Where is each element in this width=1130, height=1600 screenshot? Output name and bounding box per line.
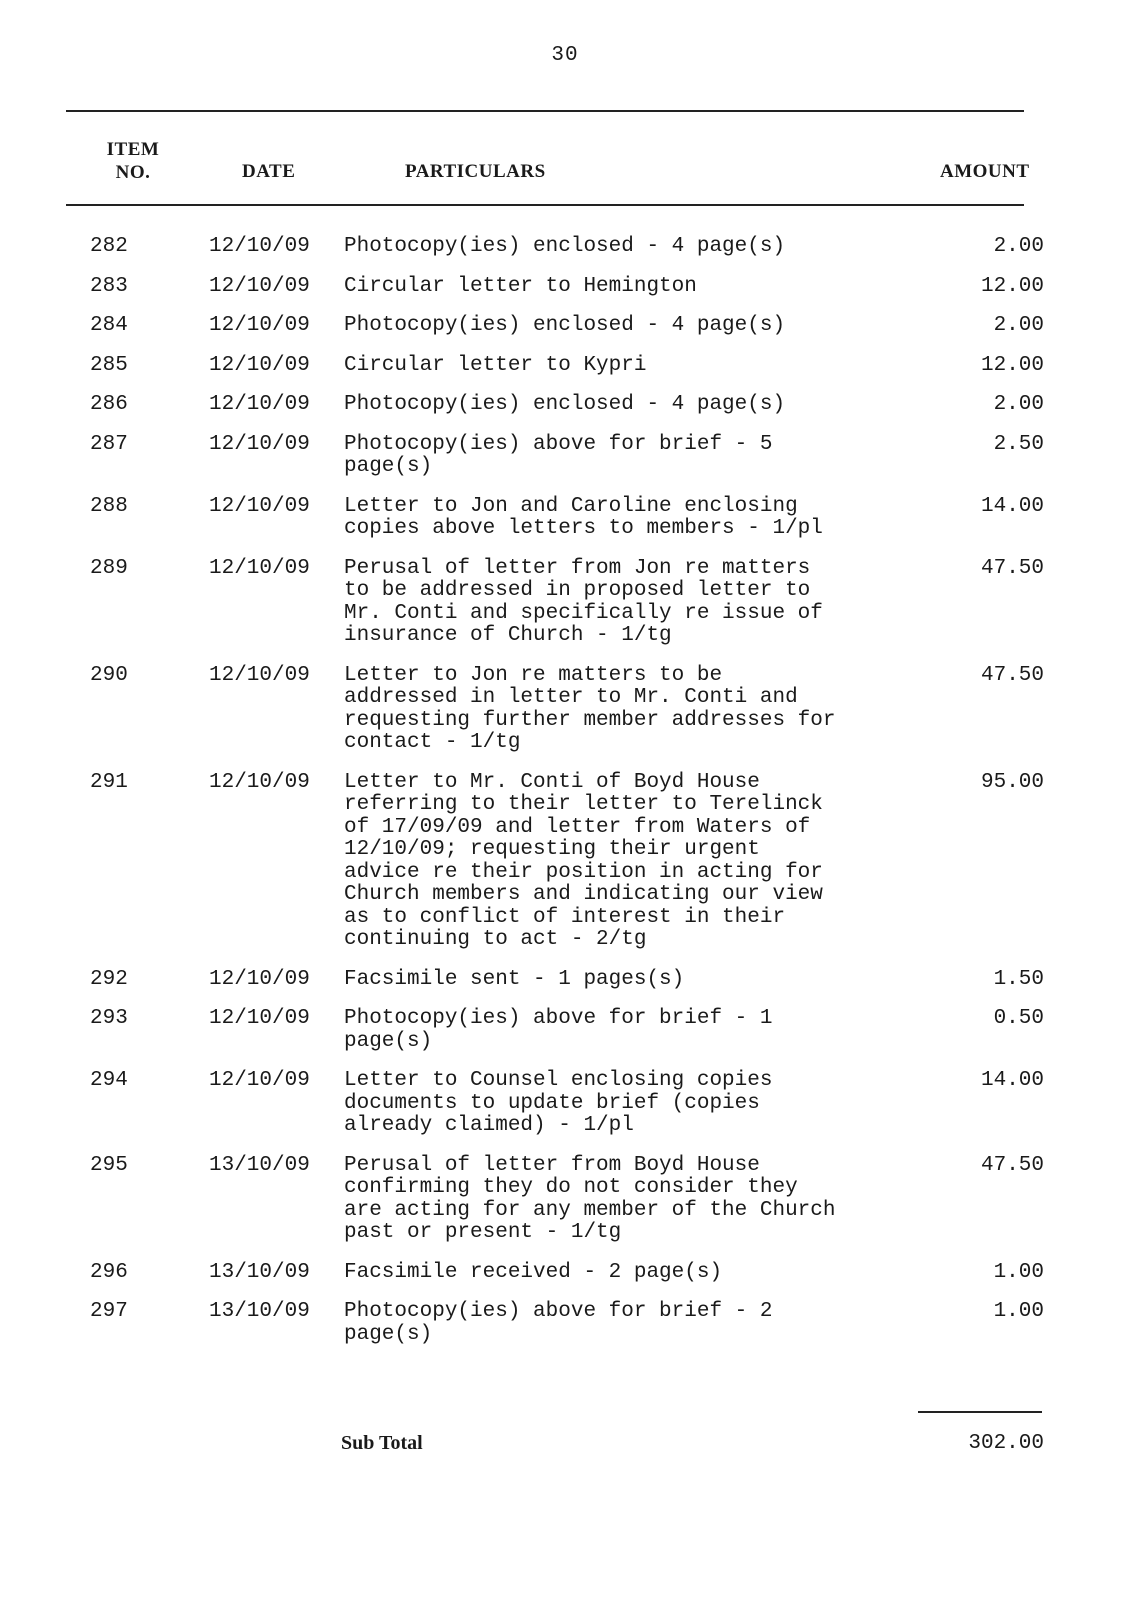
ledger-rows	[0, 236, 1130, 1363]
item-date: 12/10/09	[209, 393, 310, 416]
table-row	[0, 1262, 1130, 1285]
item-date: 12/10/09	[209, 1069, 310, 1092]
item-particulars: Photocopy(ies) enclosed - 4 page(s)	[344, 235, 786, 258]
item-number: 286	[90, 393, 128, 416]
item-date: 12/10/09	[209, 556, 310, 580]
header-bottom-rule	[66, 204, 1024, 206]
item-number: 291	[90, 770, 128, 794]
item-number: 292	[90, 967, 128, 991]
item-date: 12/10/09	[209, 967, 310, 991]
item-amount: 2.00	[993, 393, 1044, 416]
item-amount: 14.00	[980, 1069, 1044, 1092]
header-item-line1: ITEM	[106, 139, 160, 160]
item-date: 12/10/09	[209, 494, 310, 518]
item-particulars: Photocopy(ies) above for brief - 5 page(s)	[344, 432, 773, 478]
item-number: 282	[90, 235, 128, 258]
table-row	[0, 1155, 1130, 1245]
table-row	[0, 772, 1130, 952]
item-date: 13/10/09	[209, 1260, 310, 1284]
header-particulars: PARTICULARS	[405, 161, 546, 182]
table-row	[0, 558, 1130, 648]
item-particulars: Letter to Counsel enclosing copies documents to update brief (copies already claimed) - 1/pl	[344, 1069, 773, 1137]
item-amount: 14.00	[980, 494, 1044, 518]
item-amount: 2.50	[993, 432, 1044, 456]
item-number: 283	[90, 274, 128, 298]
item-particulars: Circular letter to Hemington	[344, 274, 697, 298]
item-number: 294	[90, 1069, 128, 1092]
item-amount: 12.00	[980, 274, 1044, 298]
item-number: 295	[90, 1153, 128, 1177]
table-row	[0, 1301, 1130, 1346]
header-top-rule	[66, 110, 1024, 112]
item-date: 12/10/09	[209, 432, 310, 456]
header-item-no	[104, 138, 162, 184]
item-particulars: Facsimile sent - 1 pages(s)	[344, 967, 685, 991]
item-amount: 1.00	[993, 1260, 1044, 1284]
item-particulars: Perusal of letter from Jon re matters to be addressed in proposed letter to Mr. Conti and specifically re issue of insurance of Church - 1/tg	[344, 556, 823, 647]
table-row	[0, 665, 1130, 755]
item-number: 287	[90, 432, 128, 456]
item-date: 12/10/09	[209, 235, 310, 258]
item-number: 290	[90, 663, 128, 687]
table-row	[0, 394, 1130, 417]
subtotal-amount: 302.00	[968, 1432, 1044, 1455]
item-amount: 12.00	[980, 353, 1044, 377]
table-row	[0, 236, 1130, 259]
item-date: 12/10/09	[209, 353, 310, 377]
table-row	[0, 276, 1130, 299]
item-date: 13/10/09	[209, 1300, 310, 1323]
item-particulars: Photocopy(ies) enclosed - 4 page(s)	[344, 314, 786, 337]
item-date: 12/10/09	[209, 770, 310, 794]
item-date: 12/10/09	[209, 1007, 310, 1030]
item-number: 297	[90, 1300, 128, 1323]
item-number: 289	[90, 556, 128, 580]
item-number: 293	[90, 1007, 128, 1030]
table-row	[0, 969, 1130, 992]
table-row	[0, 434, 1130, 479]
header-amount: AMOUNT	[940, 161, 1030, 182]
item-particulars: Letter to Mr. Conti of Boyd House referring to their letter to Terelinck of 17/09/09 and letter from Waters of 12/10/09; requesting their urgent advice re their position in acting for Church members and indicating our view as to conflict of interest in their continuing to act - 2/tg	[344, 770, 823, 951]
header-item-line2: NO.	[115, 162, 151, 183]
item-particulars: Letter to Jon and Caroline enclosing copies above letters to members - 1/pl	[344, 494, 823, 540]
item-particulars: Circular letter to Kypri	[344, 353, 647, 377]
item-amount: 95.00	[980, 770, 1044, 794]
item-amount: 2.00	[993, 314, 1044, 337]
item-date: 12/10/09	[209, 314, 310, 337]
table-row	[0, 1070, 1130, 1138]
table-row	[0, 1008, 1130, 1053]
item-particulars: Photocopy(ies) above for brief - 1 page(s)	[344, 1007, 773, 1053]
header-date: DATE	[242, 161, 296, 182]
subtotal-label: Sub Total	[341, 1432, 423, 1454]
item-date: 12/10/09	[209, 274, 310, 298]
item-number: 284	[90, 314, 128, 337]
item-particulars: Perusal of letter from Boyd House confirming they do not consider they are acting for any member of the Church past or present - 1/tg	[344, 1153, 836, 1244]
item-number: 296	[90, 1260, 128, 1284]
item-amount: 47.50	[980, 1153, 1044, 1177]
item-amount: 2.00	[993, 235, 1044, 258]
item-amount: 47.50	[980, 663, 1044, 687]
subtotal-rule	[918, 1411, 1042, 1413]
item-date: 13/10/09	[209, 1153, 310, 1177]
item-number: 285	[90, 353, 128, 377]
item-amount: 47.50	[980, 556, 1044, 580]
table-row	[0, 496, 1130, 541]
item-particulars: Letter to Jon re matters to be addressed in letter to Mr. Conti and requesting further member addresses for contact - 1/tg	[344, 663, 836, 754]
item-amount: 0.50	[993, 1007, 1044, 1030]
item-particulars: Photocopy(ies) above for brief - 2 page(s)	[344, 1300, 773, 1346]
page-number: 30	[551, 44, 579, 67]
item-amount: 1.50	[993, 967, 1044, 991]
item-number: 288	[90, 494, 128, 518]
item-particulars: Facsimile received - 2 page(s)	[344, 1260, 723, 1284]
item-particulars: Photocopy(ies) enclosed - 4 page(s)	[344, 393, 786, 416]
item-date: 12/10/09	[209, 663, 310, 687]
table-row	[0, 355, 1130, 378]
table-row	[0, 315, 1130, 338]
item-amount: 1.00	[993, 1300, 1044, 1323]
